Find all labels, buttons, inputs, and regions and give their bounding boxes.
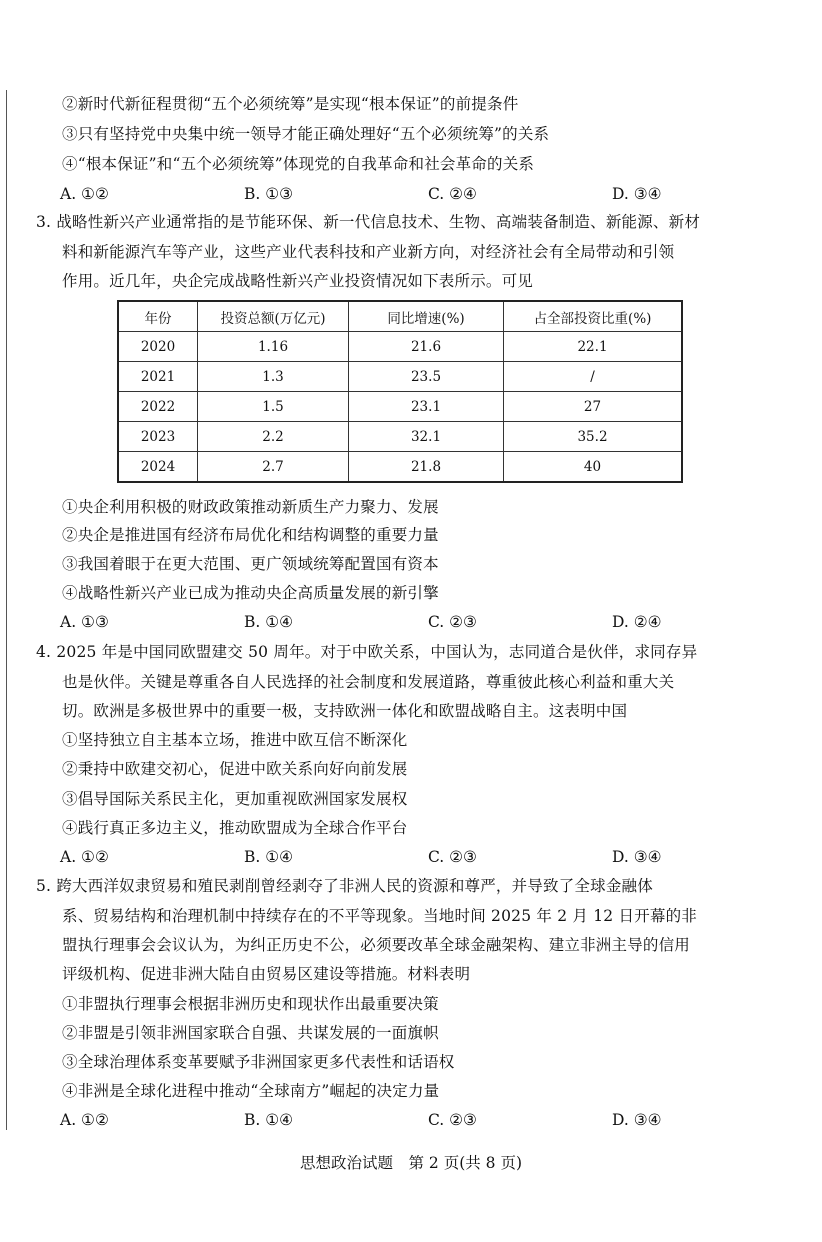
header-share: 占全部投资比重(%) <box>504 301 683 332</box>
q4-option-a: A. ①② <box>60 848 109 866</box>
q3-option-d: D. ②④ <box>612 613 662 631</box>
cell-growth: 21.8 <box>349 452 504 483</box>
q2-item-4: ④“根本保证”和“五个必须统筹”体现党的自我革命和社会革命的关系 <box>62 155 535 173</box>
margin-rule <box>6 90 7 1130</box>
cell-share: 40 <box>504 452 683 483</box>
q5-item-4: ④非洲是全球化进程中推动“全球南方”崛起的决定力量 <box>62 1082 440 1100</box>
q5-stem-line-1: 5. 跨大西洋奴隶贸易和殖民剥削曾经剥夺了非洲人民的资源和尊严，并导致了全球金融体 <box>36 877 653 895</box>
cell-year: 2022 <box>118 392 198 422</box>
q3-stem-line-2: 料和新能源汽车等产业，这些产业代表科技和产业新方向，对经济社会有全局带动和引领 <box>62 243 675 261</box>
table-row <box>118 392 682 422</box>
q2-option-d: D. ③④ <box>612 185 662 203</box>
cell-total: 1.16 <box>198 332 349 362</box>
cell-year: 2024 <box>118 452 198 483</box>
q3-item-2: ②央企是推进国有经济布局优化和结构调整的重要力量 <box>62 526 439 544</box>
q3-option-a: A. ①③ <box>60 613 109 631</box>
cell-share: 27 <box>504 392 683 422</box>
q5-stem-line-4: 评级机构、促进非洲大陆自由贸易区建设等措施。材料表明 <box>62 965 471 983</box>
cell-total: 2.2 <box>198 422 349 452</box>
q5-stem-line-3: 盟执行理事会会议认为，为纠正历史不公，必须要改革全球金融架构、建立非洲主导的信用 <box>62 936 691 954</box>
q5-item-1: ①非盟执行理事会根据非洲历史和现状作出最重要决策 <box>62 995 439 1013</box>
q4-stem-line-1: 4. 2025 年是中国同欧盟建交 50 周年。对于中欧关系，中国认为，志同道合是伙伴，求同存异 <box>36 643 698 661</box>
cell-growth: 21.6 <box>349 332 504 362</box>
q5-item-2: ②非盟是引领非洲国家联合自强、共谋发展的一面旗帜 <box>62 1024 439 1042</box>
q2-option-c: C. ②④ <box>428 185 477 203</box>
q2-option-a: A. ①② <box>60 185 109 203</box>
table-row <box>118 422 682 452</box>
q2-item-3: ③只有坚持党中央集中统一领导才能正确处理好“五个必须统筹”的关系 <box>62 125 550 143</box>
q5-item-3: ③全球治理体系变革要赋予非洲国家更多代表性和话语权 <box>62 1053 455 1071</box>
q5-option-d: D. ③④ <box>612 1111 662 1129</box>
cell-year: 2020 <box>118 332 198 362</box>
q3-item-1: ①央企利用积极的财政政策推动新质生产力聚力、发展 <box>62 498 439 516</box>
q4-option-d: D. ③④ <box>612 848 662 866</box>
q5-option-c: C. ②③ <box>428 1111 477 1129</box>
q3-item-3: ③我国着眼于在更大范围、更广领域统筹配置国有资本 <box>62 555 439 573</box>
q2-option-b: B. ①③ <box>244 185 294 203</box>
cell-year: 2023 <box>118 422 198 452</box>
cell-growth: 32.1 <box>349 422 504 452</box>
q4-option-c: C. ②③ <box>428 848 477 866</box>
q4-stem-line-2: 也是伙伴。关键是尊重各自人民选择的社会制度和发展道路，尊重彼此核心利益和重大关 <box>62 673 675 691</box>
q4-item-2: ②秉持中欧建交初心，促进中欧关系向好向前发展 <box>62 760 408 778</box>
cell-total: 1.5 <box>198 392 349 422</box>
cell-growth: 23.1 <box>349 392 504 422</box>
cell-share: 35.2 <box>504 422 683 452</box>
q3-option-c: C. ②③ <box>428 613 477 631</box>
header-growth: 同比增速(%) <box>349 301 504 332</box>
cell-total: 1.3 <box>198 362 349 392</box>
q3-stem-line-3: 作用。近几年，央企完成战略性新兴产业投资情况如下表所示。可见 <box>62 272 534 290</box>
table-row <box>118 362 682 392</box>
table-row <box>118 332 682 362</box>
q4-option-b: B. ①④ <box>244 848 294 866</box>
q4-item-1: ①坚持独立自主基本立场，推进中欧互信不断深化 <box>62 731 408 749</box>
table-row <box>118 452 682 483</box>
q4-item-3: ③倡导国际关系民主化，更加重视欧洲国家发展权 <box>62 790 408 808</box>
header-total: 投资总额(万亿元) <box>198 301 349 332</box>
cell-share: 22.1 <box>504 332 683 362</box>
q5-option-b: B. ①④ <box>244 1111 294 1129</box>
cell-year: 2021 <box>118 362 198 392</box>
q5-option-a: A. ①② <box>60 1111 109 1129</box>
header-year: 年份 <box>118 301 198 332</box>
cell-share: / <box>504 362 683 392</box>
q3-item-4: ④战略性新兴产业已成为推动央企高质量发展的新引擎 <box>62 584 439 602</box>
table-header-row <box>118 301 682 332</box>
q2-item-2: ②新时代新征程贯彻“五个必须统筹”是实现“根本保证”的前提条件 <box>62 95 519 113</box>
cell-total: 2.7 <box>198 452 349 483</box>
q3-option-b: B. ①④ <box>244 613 294 631</box>
investment-table <box>117 300 683 483</box>
q4-stem-line-3: 切。欧洲是多极世界中的重要一极，支持欧洲一体化和欧盟战略自主。这表明中国 <box>62 702 628 720</box>
cell-growth: 23.5 <box>349 362 504 392</box>
q5-stem-line-2: 系、贸易结构和治理机制中持续存在的不平等现象。当地时间 2025 年 2 月 12 日开幕的非 <box>62 907 697 925</box>
page-footer: 思想政治试题 第 2 页(共 8 页) <box>299 1154 523 1172</box>
q4-item-4: ④践行真正多边主义，推动欧盟成为全球合作平台 <box>62 819 408 837</box>
q3-stem-line-1: 3. 战略性新兴产业通常指的是节能环保、新一代信息技术、生物、高端装备制造、新能源、新材 <box>36 213 701 231</box>
